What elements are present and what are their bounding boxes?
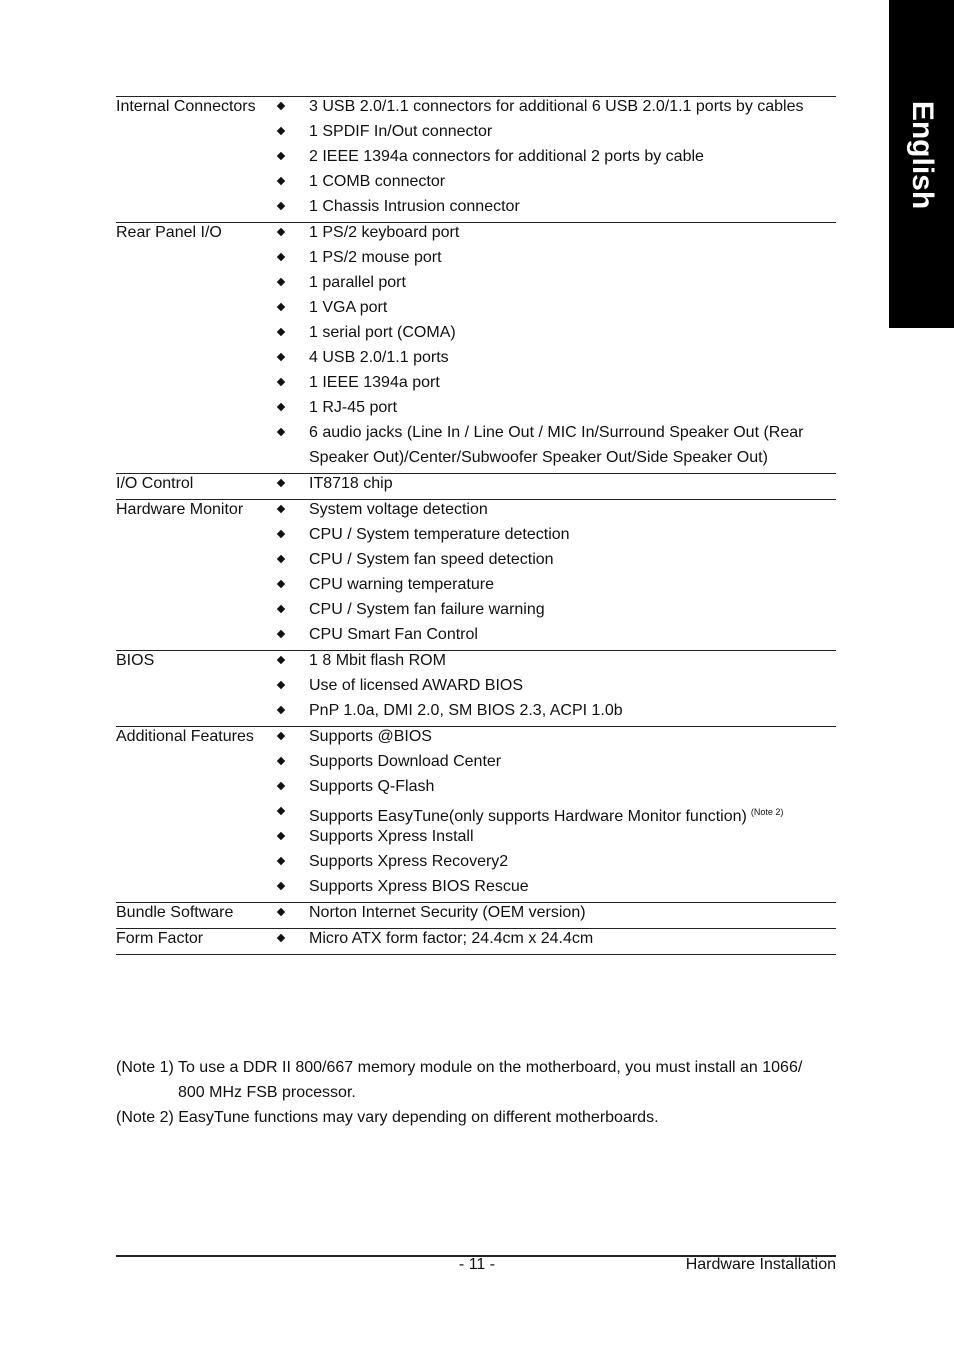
spec-item: 1 Chassis Intrusion connector <box>309 198 520 215</box>
spec-row <box>116 348 836 373</box>
spec-item: Supports @BIOS <box>309 728 432 745</box>
diamond-bullet-icon <box>277 656 285 664</box>
diamond-bullet-icon <box>277 908 285 916</box>
spec-row <box>116 852 836 877</box>
spec-item: 4 USB 2.0/1.1 ports <box>309 349 449 366</box>
diamond-bullet-icon <box>277 934 285 942</box>
spec-row <box>116 323 836 348</box>
diamond-bullet-icon <box>277 807 285 815</box>
spec-item: 1 IEEE 1394a port <box>309 374 440 391</box>
diamond-bullet-icon <box>277 479 285 487</box>
spec-section-bios <box>116 651 836 727</box>
spec-item: 1 SPDIF In/Out connector <box>309 123 493 140</box>
note-1-continuation <box>116 1083 836 1108</box>
spec-label: Additional Features <box>116 728 254 745</box>
diamond-bullet-icon <box>277 102 285 110</box>
diamond-bullet-icon <box>277 605 285 613</box>
spec-section-form-factor <box>116 929 836 955</box>
footnotes <box>116 1058 836 1133</box>
spec-row <box>116 777 836 802</box>
spec-item: 2 IEEE 1394a connectors for additional 2 ports by cable <box>309 148 704 165</box>
spec-label: I/O Control <box>116 475 194 492</box>
language-tab-label: English <box>905 100 939 210</box>
spec-item: 1 serial port (COMA) <box>309 324 456 341</box>
diamond-bullet-icon <box>277 328 285 336</box>
spec-item: Supports Q-Flash <box>309 778 435 795</box>
spec-item: CPU / System temperature detection <box>309 526 570 543</box>
diamond-bullet-icon <box>277 530 285 538</box>
spec-item: Use of licensed AWARD BIOS <box>309 677 523 694</box>
spec-item: 1 PS/2 mouse port <box>309 249 442 266</box>
spec-row <box>116 802 836 827</box>
spec-item: Micro ATX form factor; 24.4cm x 24.4cm <box>309 930 594 947</box>
spec-item: 1 VGA port <box>309 299 388 316</box>
spec-item: Supports Xpress BIOS Rescue <box>309 878 529 895</box>
diamond-bullet-icon <box>277 555 285 563</box>
diamond-bullet-icon <box>277 303 285 311</box>
diamond-bullet-icon <box>277 757 285 765</box>
spec-row <box>116 625 836 650</box>
spec-item: System voltage detection <box>309 501 488 518</box>
note-reference: (Note 2) <box>750 807 784 817</box>
diamond-bullet-icon <box>277 630 285 638</box>
spec-item: CPU Smart Fan Control <box>309 626 478 643</box>
spec-row <box>116 903 836 928</box>
diamond-bullet-icon <box>277 681 285 689</box>
diamond-bullet-icon <box>277 428 285 436</box>
spec-row <box>116 474 836 499</box>
spec-row <box>116 752 836 777</box>
footer-section-name: Hardware Installation <box>685 1256 836 1273</box>
diamond-bullet-icon <box>277 228 285 236</box>
spec-row <box>116 248 836 273</box>
spec-label: Internal Connectors <box>116 98 256 115</box>
spec-row <box>116 273 836 298</box>
spec-item: CPU / System fan speed detection <box>309 551 554 568</box>
diamond-bullet-icon <box>277 857 285 865</box>
note-2: (Note 2) EasyTune functions may vary depending on different motherboards. <box>116 1109 659 1126</box>
spec-table <box>116 96 836 955</box>
diamond-bullet-icon <box>277 278 285 286</box>
diamond-bullet-icon <box>277 732 285 740</box>
diamond-bullet-icon <box>277 403 285 411</box>
spec-item: Supports EasyTune(only supports Hardware Monitor function) <box>309 808 747 825</box>
page-number: - 11 - <box>458 1256 496 1273</box>
spec-row <box>116 223 836 248</box>
spec-row <box>116 575 836 600</box>
spec-row <box>116 525 836 550</box>
diamond-bullet-icon <box>277 353 285 361</box>
spec-item: 1 COMB connector <box>309 173 446 190</box>
language-tab <box>889 0 954 328</box>
spec-item-with-note <box>309 802 783 827</box>
spec-item: 1 RJ-45 port <box>309 399 398 416</box>
spec-row <box>116 877 836 902</box>
spec-row <box>116 197 836 222</box>
spec-item: CPU warning temperature <box>309 576 494 593</box>
diamond-bullet-icon <box>277 882 285 890</box>
spec-section-additional-features <box>116 727 836 903</box>
spec-row <box>116 500 836 525</box>
spec-item: Supports Download Center <box>309 753 502 770</box>
note-1-line-2: 800 MHz FSB processor. <box>178 1084 356 1101</box>
spec-row <box>116 423 836 448</box>
spec-row <box>116 727 836 752</box>
spec-item: Norton Internet Security (OEM version) <box>309 904 586 921</box>
diamond-bullet-icon <box>277 505 285 513</box>
spec-section-hardware-monitor <box>116 500 836 651</box>
spec-row <box>116 298 836 323</box>
spec-item: IT8718 chip <box>309 475 393 492</box>
spec-row <box>116 651 836 676</box>
spec-row <box>116 701 836 726</box>
diamond-bullet-icon <box>277 782 285 790</box>
diamond-bullet-icon <box>277 706 285 714</box>
spec-row <box>116 827 836 852</box>
spec-item: 6 audio jacks (Line In / Line Out / MIC In/Surround Speaker Out (Rear <box>309 424 804 441</box>
diamond-bullet-icon <box>277 127 285 135</box>
diamond-bullet-icon <box>277 253 285 261</box>
spec-row <box>116 172 836 197</box>
spec-row <box>116 676 836 701</box>
spec-label: Rear Panel I/O <box>116 224 222 241</box>
spec-label: Form Factor <box>116 930 204 947</box>
diamond-bullet-icon <box>277 832 285 840</box>
diamond-bullet-icon <box>277 202 285 210</box>
spec-row <box>116 97 836 122</box>
spec-label: Bundle Software <box>116 904 234 921</box>
spec-item: Supports Xpress Install <box>309 828 474 845</box>
diamond-bullet-icon <box>277 177 285 185</box>
spec-section-rear-panel-io <box>116 223 836 474</box>
spec-row <box>116 398 836 423</box>
spec-row-continuation <box>116 448 836 473</box>
spec-row <box>116 550 836 575</box>
spec-item: 1 parallel port <box>309 274 406 291</box>
spec-section-io-control <box>116 474 836 500</box>
spec-row <box>116 373 836 398</box>
diamond-bullet-icon <box>277 378 285 386</box>
spec-item: 3 USB 2.0/1.1 connectors for additional 6 USB 2.0/1.1 ports by cables <box>309 98 804 115</box>
spec-label: BIOS <box>116 652 155 669</box>
spec-section-bundle-software <box>116 903 836 929</box>
spec-item: Supports Xpress Recovery2 <box>309 853 509 870</box>
spec-row <box>116 600 836 625</box>
spec-section-internal-connectors <box>116 97 836 223</box>
spec-item: Speaker Out)/Center/Subwoofer Speaker Out/Side Speaker Out) <box>309 449 768 466</box>
spec-row <box>116 929 836 954</box>
spec-item: PnP 1.0a, DMI 2.0, SM BIOS 2.3, ACPI 1.0b <box>309 702 623 719</box>
note-1: (Note 1) To use a DDR II 800/667 memory module on the motherboard, you must install an 1066/ <box>116 1059 803 1076</box>
spec-row <box>116 147 836 172</box>
spec-label: Hardware Monitor <box>116 501 244 518</box>
diamond-bullet-icon <box>277 152 285 160</box>
spec-item: 1 PS/2 keyboard port <box>309 224 460 241</box>
spec-item: 1 8 Mbit flash ROM <box>309 652 446 669</box>
diamond-bullet-icon <box>277 580 285 588</box>
spec-item: CPU / System fan failure warning <box>309 601 545 618</box>
spec-row <box>116 122 836 147</box>
